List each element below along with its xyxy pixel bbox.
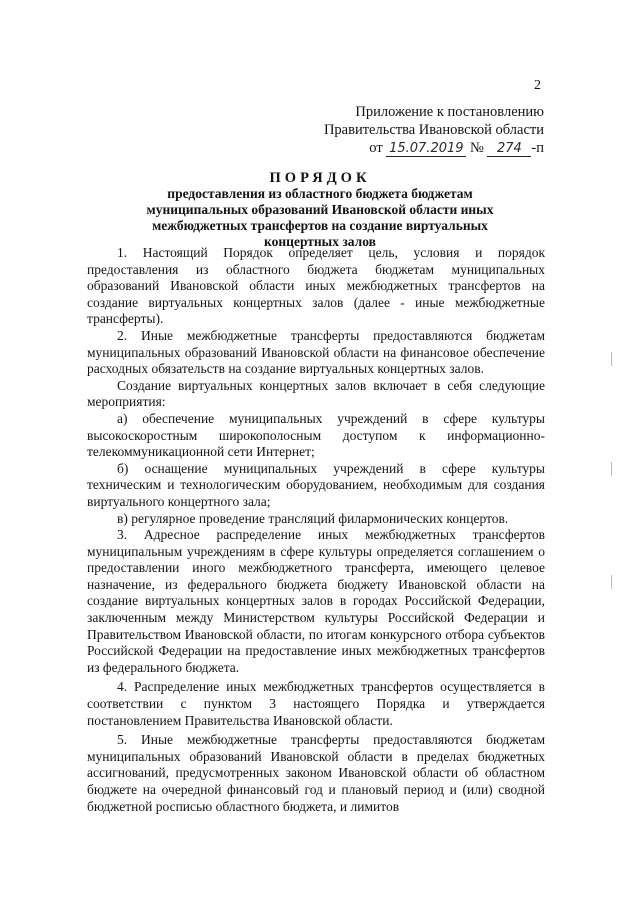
appendix-header xyxy=(324,103,544,157)
document-subtitle: предоставления из областного бюджета бюджетам муниципальных образований Ивановской области иных межбюджетных трансфертов на создание виртуальных концертных залов xyxy=(146,186,494,249)
handwritten-number: 274 xyxy=(487,141,531,157)
number-suffix: -п xyxy=(531,140,544,156)
paragraph-2-intro: Создание виртуальных концертных залов включает в себя следующие мероприятия: xyxy=(87,377,545,410)
paragraph-5: 5. Иные межбюджетные трансферты предоставляются бюджетам муниципальных образований Ивановской области в пределах бюджетных ассигнований, предусмотренных законом Ивановской области об областном бюджете на очередной финансовый год и плановый период и (или) сводной бюджетной росписью областного бюджета, и лимитов xyxy=(87,732,545,814)
scan-margin-mark xyxy=(611,352,612,366)
appendix-line-2: Правительства Ивановской области xyxy=(323,122,544,138)
number-label: № xyxy=(469,140,484,156)
handwritten-date: 15.07.2019 xyxy=(386,141,466,157)
paragraph-2-item-a: а) обеспечение муниципальных учреждений в сфере культуры высокоскоростным широкополосным доступом к информационно-телекоммуникационной сети Интернет; xyxy=(87,410,545,460)
page-number: 2 xyxy=(534,78,541,93)
appendix-line-1: Приложение к постановлению xyxy=(355,104,544,120)
scan-margin-mark xyxy=(611,575,612,589)
paragraph-2: 2. Иные межбюджетные трансферты предоставляются бюджетам муниципальных образований Ивановской области на финансовое обеспечение расходных обязательств на создание виртуальных концертных залов. xyxy=(87,327,545,377)
paragraph-2-item-b: б) оснащение муниципальных учреждений в сфере культуры техническим и технологическим оборудованием, необходимым для создания виртуального концертного зала; xyxy=(87,460,545,509)
paragraph-4: 4. Распределение иных межбюджетных трансфертов осуществляется в соответствии с пунктом 3 настоящего Порядка и утверждается постановлением Правительства Ивановской области. xyxy=(87,679,545,728)
document-body xyxy=(87,245,545,815)
document-title: ПОРЯДОК xyxy=(269,170,371,186)
paragraph-2-item-c: в) регулярное проведение трансляций филармонических концертов. xyxy=(117,510,509,526)
scan-margin-mark xyxy=(611,462,612,476)
from-label: от xyxy=(369,140,383,156)
appendix-date-line xyxy=(324,139,544,157)
paragraph-1: 1. Настоящий Порядок определяет цель, условия и порядок предоставления из областного бюджета бюджетам муниципальных образований Ивановской области иных межбюджетных трансфертов на создание виртуальных концертных залов (далее - иные межбюджетные трансферты). xyxy=(87,245,545,327)
paragraph-3: 3. Адресное распределение иных межбюджетных трансфертов муниципальным учреждениям в сфере культуры определяется соглашением о предоставлении иного межбюджетного трансферта, имеющего целевое назначение, из федерального бюджета бюджету Ивановской области на создание виртуальных концертных залов в городах Российской Федерации, заключенным между Министерством культуры Российской Федерации и Правительством Ивановской области, по итогам конкурсного отбора субъектов Российской Федерации на предоставление иных межбюджетных трансфертов из федерального бюджета. xyxy=(87,527,545,675)
